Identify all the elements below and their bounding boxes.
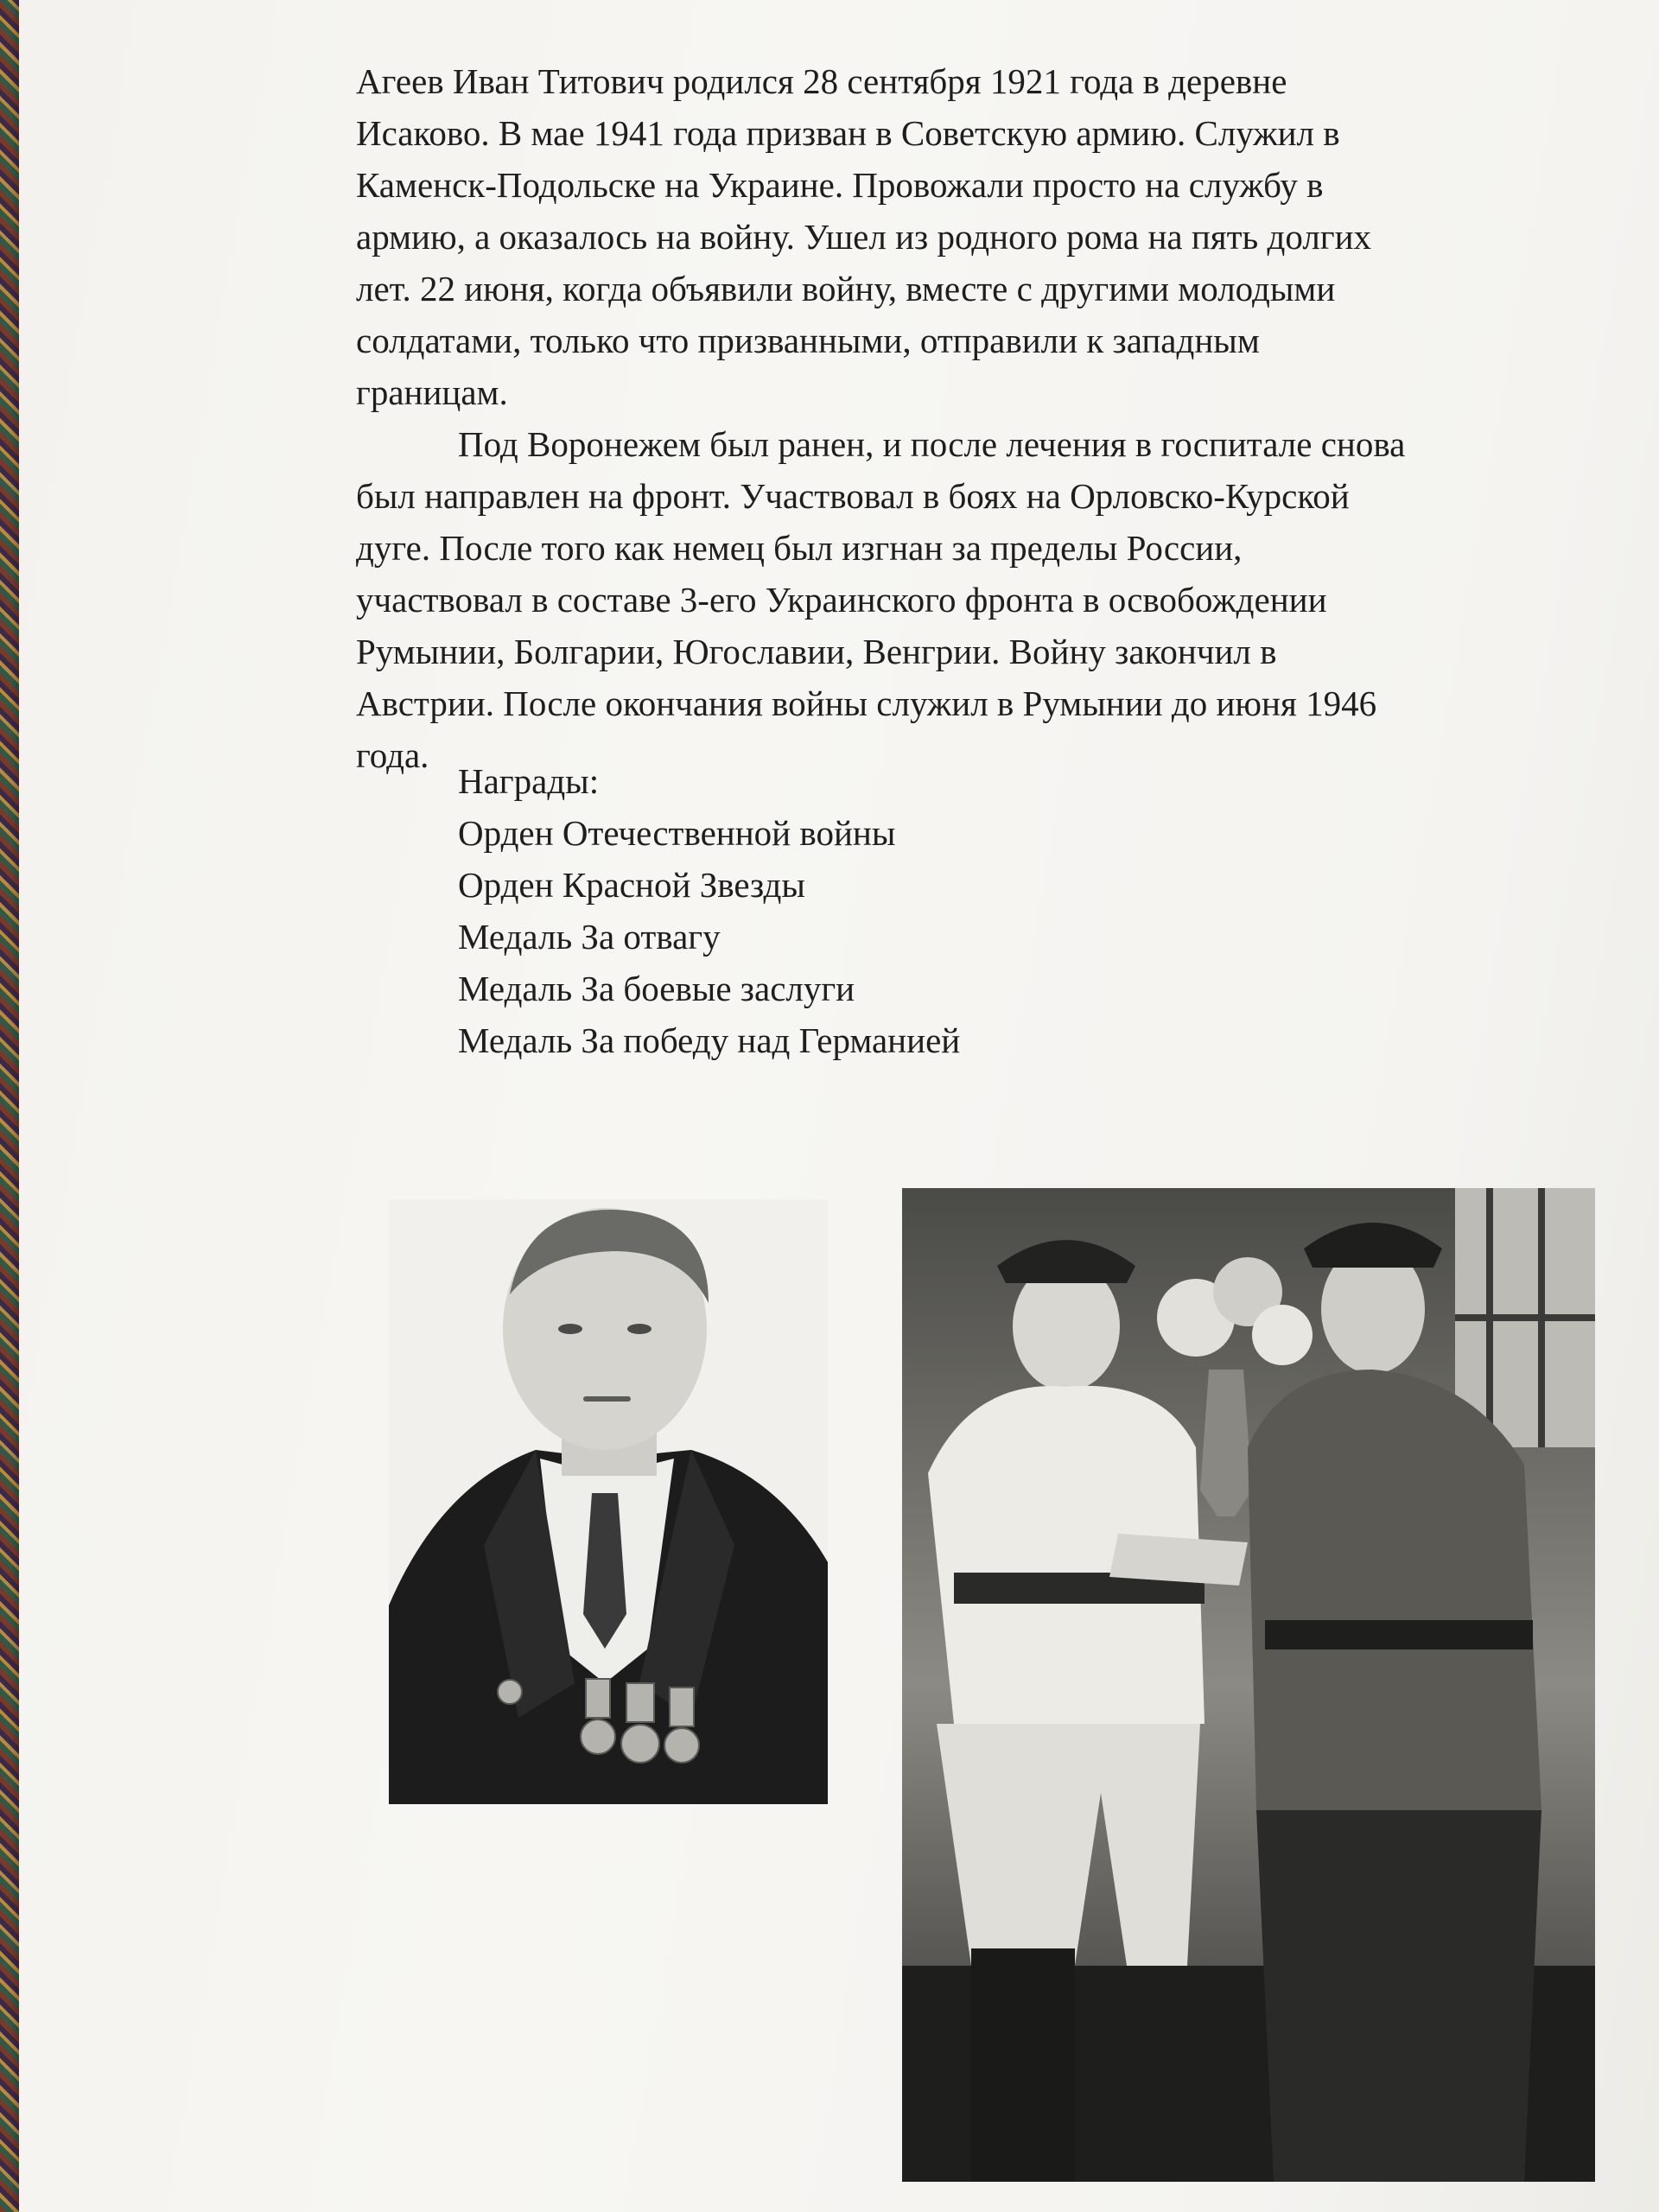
paragraph2-line: дуге. После того как немец был изгнан за пределы России, xyxy=(356,528,1243,568)
portrait-photo xyxy=(389,1199,828,1804)
award-item: Орден Красной Звезды xyxy=(458,865,805,905)
paragraph1-line: Каменск-Подольске на Украине. Провожали просто на службу в xyxy=(356,165,1324,205)
paragraph2-line: года. xyxy=(356,735,429,775)
soldiers-photo xyxy=(902,1188,1595,2182)
paragraph2-line: Румынии, Болгарии, Югославии, Венгрии. Войну закончил в xyxy=(356,632,1277,671)
awards-list xyxy=(458,755,960,1066)
biography-text xyxy=(356,55,1659,781)
paragraph2-line: был направлен на фронт. Участвовал в боях на Орловско-Курской xyxy=(356,476,1350,516)
paragraph1-line: солдатами, только что призванными, отправили к западным xyxy=(356,321,1260,360)
paragraph2-line: Под Воронежем был ранен, и после лечения в госпитале снова xyxy=(458,424,1406,464)
awards-heading: Награды: xyxy=(458,761,600,801)
paragraph1-line: границам. xyxy=(356,372,508,412)
paragraph1-line: Агеев Иван Титович родился 28 сентября 1921 года в деревне xyxy=(356,61,1287,101)
award-item: Медаль За боевые заслуги xyxy=(458,969,855,1008)
paragraph1-line: Исаково. В мае 1941 года призван в Советскую армию. Служил в xyxy=(356,113,1340,153)
paragraph2-line: участвовал в составе 3-его Украинского фронта в освобождении xyxy=(356,580,1327,620)
paragraph1-line: лет. 22 июня, когда объявили войну, вместе с другими молодыми xyxy=(356,269,1336,308)
award-item: Медаль За победу над Германией xyxy=(458,1020,961,1060)
paragraph1-line: армию, а оказалось на войну. Ушел из родного рома на пять долгих xyxy=(356,217,1372,257)
paragraph2-line: Австрии. После окончания войны служил в Румынии до июня 1946 xyxy=(356,683,1377,723)
award-item: Орден Отечественной войны xyxy=(458,813,896,853)
paper-sheet xyxy=(19,0,1659,2212)
award-item: Медаль За отвагу xyxy=(458,917,721,957)
